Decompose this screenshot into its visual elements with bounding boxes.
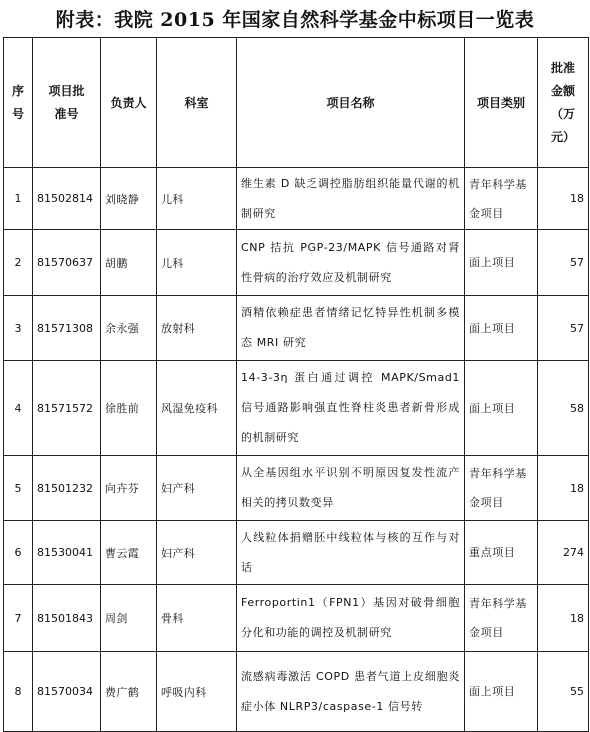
table-row	[4, 456, 589, 521]
cell-category: 青年科学基金项目	[465, 456, 538, 521]
cell-seq: 1	[4, 168, 33, 230]
header-leader: 负责人	[101, 38, 157, 168]
header-amount-line4: 元）	[550, 129, 575, 144]
cell-number: 81501232	[33, 456, 101, 521]
header-number	[33, 38, 101, 168]
cell-category: 青年科学基金项目	[465, 585, 538, 652]
cell-category: 面上项目	[465, 652, 538, 732]
table-row	[4, 296, 589, 361]
header-amount-line2: 金额	[550, 83, 575, 98]
cell-dept: 呼吸内科	[157, 652, 237, 732]
header-amount-line1: 批准	[550, 60, 575, 75]
cell-number: 81570637	[33, 230, 101, 296]
cell-leader: 向卉芬	[101, 456, 157, 521]
cell-seq: 4	[4, 361, 33, 456]
cell-amount: 18	[538, 585, 589, 652]
cell-leader: 曹云霞	[101, 521, 157, 585]
header-dept: 科室	[157, 38, 237, 168]
cell-amount: 58	[538, 361, 589, 456]
cell-seq: 2	[4, 230, 33, 296]
header-seq-line2: 号	[11, 106, 24, 121]
page-title: 附表：我院 2015 年国家自然科学基金中标项目一览表	[55, 9, 535, 31]
cell-project: CNP 拮抗 PGP-23/MAPK 信号通路对肾性骨病的治疗效应及机制研究	[237, 230, 465, 296]
cell-seq: 3	[4, 296, 33, 361]
grant-table	[3, 37, 589, 732]
cell-dept: 风湿免疫科	[157, 361, 237, 456]
cell-number: 81570034	[33, 652, 101, 732]
cell-seq: 7	[4, 585, 33, 652]
table-row	[4, 521, 589, 585]
header-number-line2: 准号	[54, 106, 79, 121]
cell-project: 从全基因组水平识别不明原因复发性流产相关的拷贝数变异	[237, 456, 465, 521]
cell-amount: 18	[538, 168, 589, 230]
cell-number: 81501843	[33, 585, 101, 652]
cell-project: 酒精依赖症患者情绪记忆特异性机制多模态 MRI 研究	[237, 296, 465, 361]
cell-number: 81530041	[33, 521, 101, 585]
cell-leader: 徐胜前	[101, 361, 157, 456]
header-seq	[4, 38, 33, 168]
cell-category: 面上项目	[465, 230, 538, 296]
cell-dept: 妇产科	[157, 521, 237, 585]
cell-amount: 18	[538, 456, 589, 521]
cell-seq: 5	[4, 456, 33, 521]
header-project: 项目名称	[237, 38, 465, 168]
table-row	[4, 652, 589, 732]
header-number-line1: 项目批	[48, 83, 85, 98]
cell-category: 面上项目	[465, 361, 538, 456]
table-header-row	[4, 38, 589, 168]
table-row	[4, 361, 589, 456]
cell-category: 面上项目	[465, 296, 538, 361]
header-amount	[538, 38, 589, 168]
cell-seq: 8	[4, 652, 33, 732]
cell-category: 重点项目	[465, 521, 538, 585]
cell-category: 青年科学基金项目	[465, 168, 538, 230]
cell-project: 流感病毒激活 COPD 患者气道上皮细胞炎症小体 NLRP3/caspase-1 信号转	[237, 652, 465, 732]
table-row	[4, 230, 589, 296]
header-seq-line1: 序	[11, 83, 24, 98]
header-amount-line3: （万	[550, 106, 575, 121]
cell-amount: 55	[538, 652, 589, 732]
cell-leader: 刘晓静	[101, 168, 157, 230]
cell-dept: 骨科	[157, 585, 237, 652]
table-row	[4, 585, 589, 652]
cell-number: 81571308	[33, 296, 101, 361]
cell-project: Ferroportin1（FPN1）基因对破骨细胞分化和功能的调控及机制研究	[237, 585, 465, 652]
cell-dept: 妇产科	[157, 456, 237, 521]
cell-dept: 放射科	[157, 296, 237, 361]
cell-amount: 274	[538, 521, 589, 585]
cell-project: 人线粒体捐赠胚中线粒体与核的互作与对话	[237, 521, 465, 585]
cell-leader: 费广鹤	[101, 652, 157, 732]
cell-seq: 6	[4, 521, 33, 585]
cell-leader: 胡鹏	[101, 230, 157, 296]
cell-leader: 余永强	[101, 296, 157, 361]
cell-project: 14-3-3η 蛋白通过调控 MAPK/Smad1 信号通路影响强直性脊柱炎患者新骨形成的机制研究	[237, 361, 465, 456]
cell-project: 维生素 D 缺乏调控脂肪组织能量代谢的机制研究	[237, 168, 465, 230]
cell-leader: 周剑	[101, 585, 157, 652]
cell-amount: 57	[538, 296, 589, 361]
cell-amount: 57	[538, 230, 589, 296]
header-category: 项目类别	[465, 38, 538, 168]
table-row	[4, 168, 589, 230]
cell-number: 81502814	[33, 168, 101, 230]
cell-number: 81571572	[33, 361, 101, 456]
cell-dept: 儿科	[157, 230, 237, 296]
cell-dept: 儿科	[157, 168, 237, 230]
